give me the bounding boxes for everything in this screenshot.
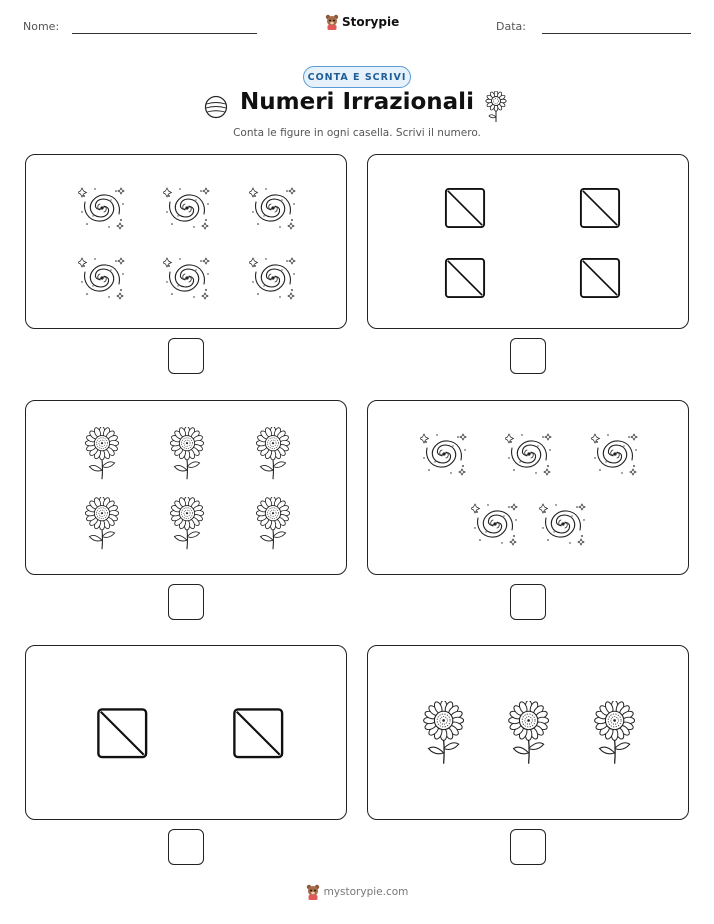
counting-panel-6 <box>367 645 689 820</box>
galaxy-icon <box>163 254 211 302</box>
galaxy-icon <box>591 430 639 478</box>
name-line[interactable] <box>72 33 257 34</box>
galaxy-icon <box>163 184 211 232</box>
galaxy-icon <box>78 184 126 232</box>
counting-panel-1 <box>25 154 347 329</box>
sunflower-icon <box>169 497 205 551</box>
bear-mascot-icon <box>306 884 320 900</box>
sunflower-icon <box>507 701 550 766</box>
square-diagonal-icon <box>444 257 486 299</box>
sunflower-icon <box>593 701 636 766</box>
galaxy-icon <box>420 430 468 478</box>
panel-figures <box>368 401 688 574</box>
square-diagonal-icon <box>579 187 621 229</box>
answer-box-1[interactable] <box>168 338 204 374</box>
name-label: Nome: <box>23 20 60 33</box>
galaxy-icon <box>471 500 519 548</box>
galaxy-icon <box>78 254 126 302</box>
panel-figures <box>26 401 346 574</box>
panel-figures <box>368 646 688 819</box>
brand-logo <box>325 14 399 30</box>
sunflower-icon <box>485 91 507 123</box>
instructions: Conta le figure in ogni casella. Scrivi il numero. <box>233 127 481 139</box>
answer-box-2[interactable] <box>510 338 546 374</box>
square-diagonal-icon <box>96 707 149 760</box>
date-line[interactable] <box>542 33 691 34</box>
galaxy-icon <box>539 500 587 548</box>
answer-box-3[interactable] <box>168 584 204 620</box>
square-diagonal-icon <box>232 707 285 760</box>
activity-badge: CONTA E SCRIVI <box>303 66 411 88</box>
panel-figures <box>26 155 346 328</box>
footer-website: mystorypie.com <box>323 886 409 898</box>
counting-panel-2 <box>367 154 689 329</box>
answer-box-6[interactable] <box>510 829 546 865</box>
square-diagonal-icon <box>579 257 621 299</box>
answer-box-4[interactable] <box>510 584 546 620</box>
panel-figures <box>26 646 346 819</box>
brand-name: Storypie <box>342 15 400 29</box>
square-diagonal-icon <box>444 187 486 229</box>
galaxy-icon <box>249 254 297 302</box>
galaxy-icon <box>505 430 553 478</box>
sunflower-icon <box>422 701 465 766</box>
bear-mascot-icon <box>325 14 339 30</box>
sunflower-icon <box>255 427 291 481</box>
page-title: Numeri Irrazionali <box>240 89 474 115</box>
galaxy-icon <box>249 184 297 232</box>
answer-box-5[interactable] <box>168 829 204 865</box>
counting-panel-3 <box>25 400 347 575</box>
counting-panel-4 <box>367 400 689 575</box>
sunflower-icon <box>169 427 205 481</box>
counting-panel-5 <box>25 645 347 820</box>
date-label: Data: <box>496 20 526 33</box>
footer <box>0 884 714 900</box>
sunflower-icon <box>84 427 120 481</box>
sunflower-icon <box>255 497 291 551</box>
panel-figures <box>368 155 688 328</box>
sunflower-icon <box>84 497 120 551</box>
